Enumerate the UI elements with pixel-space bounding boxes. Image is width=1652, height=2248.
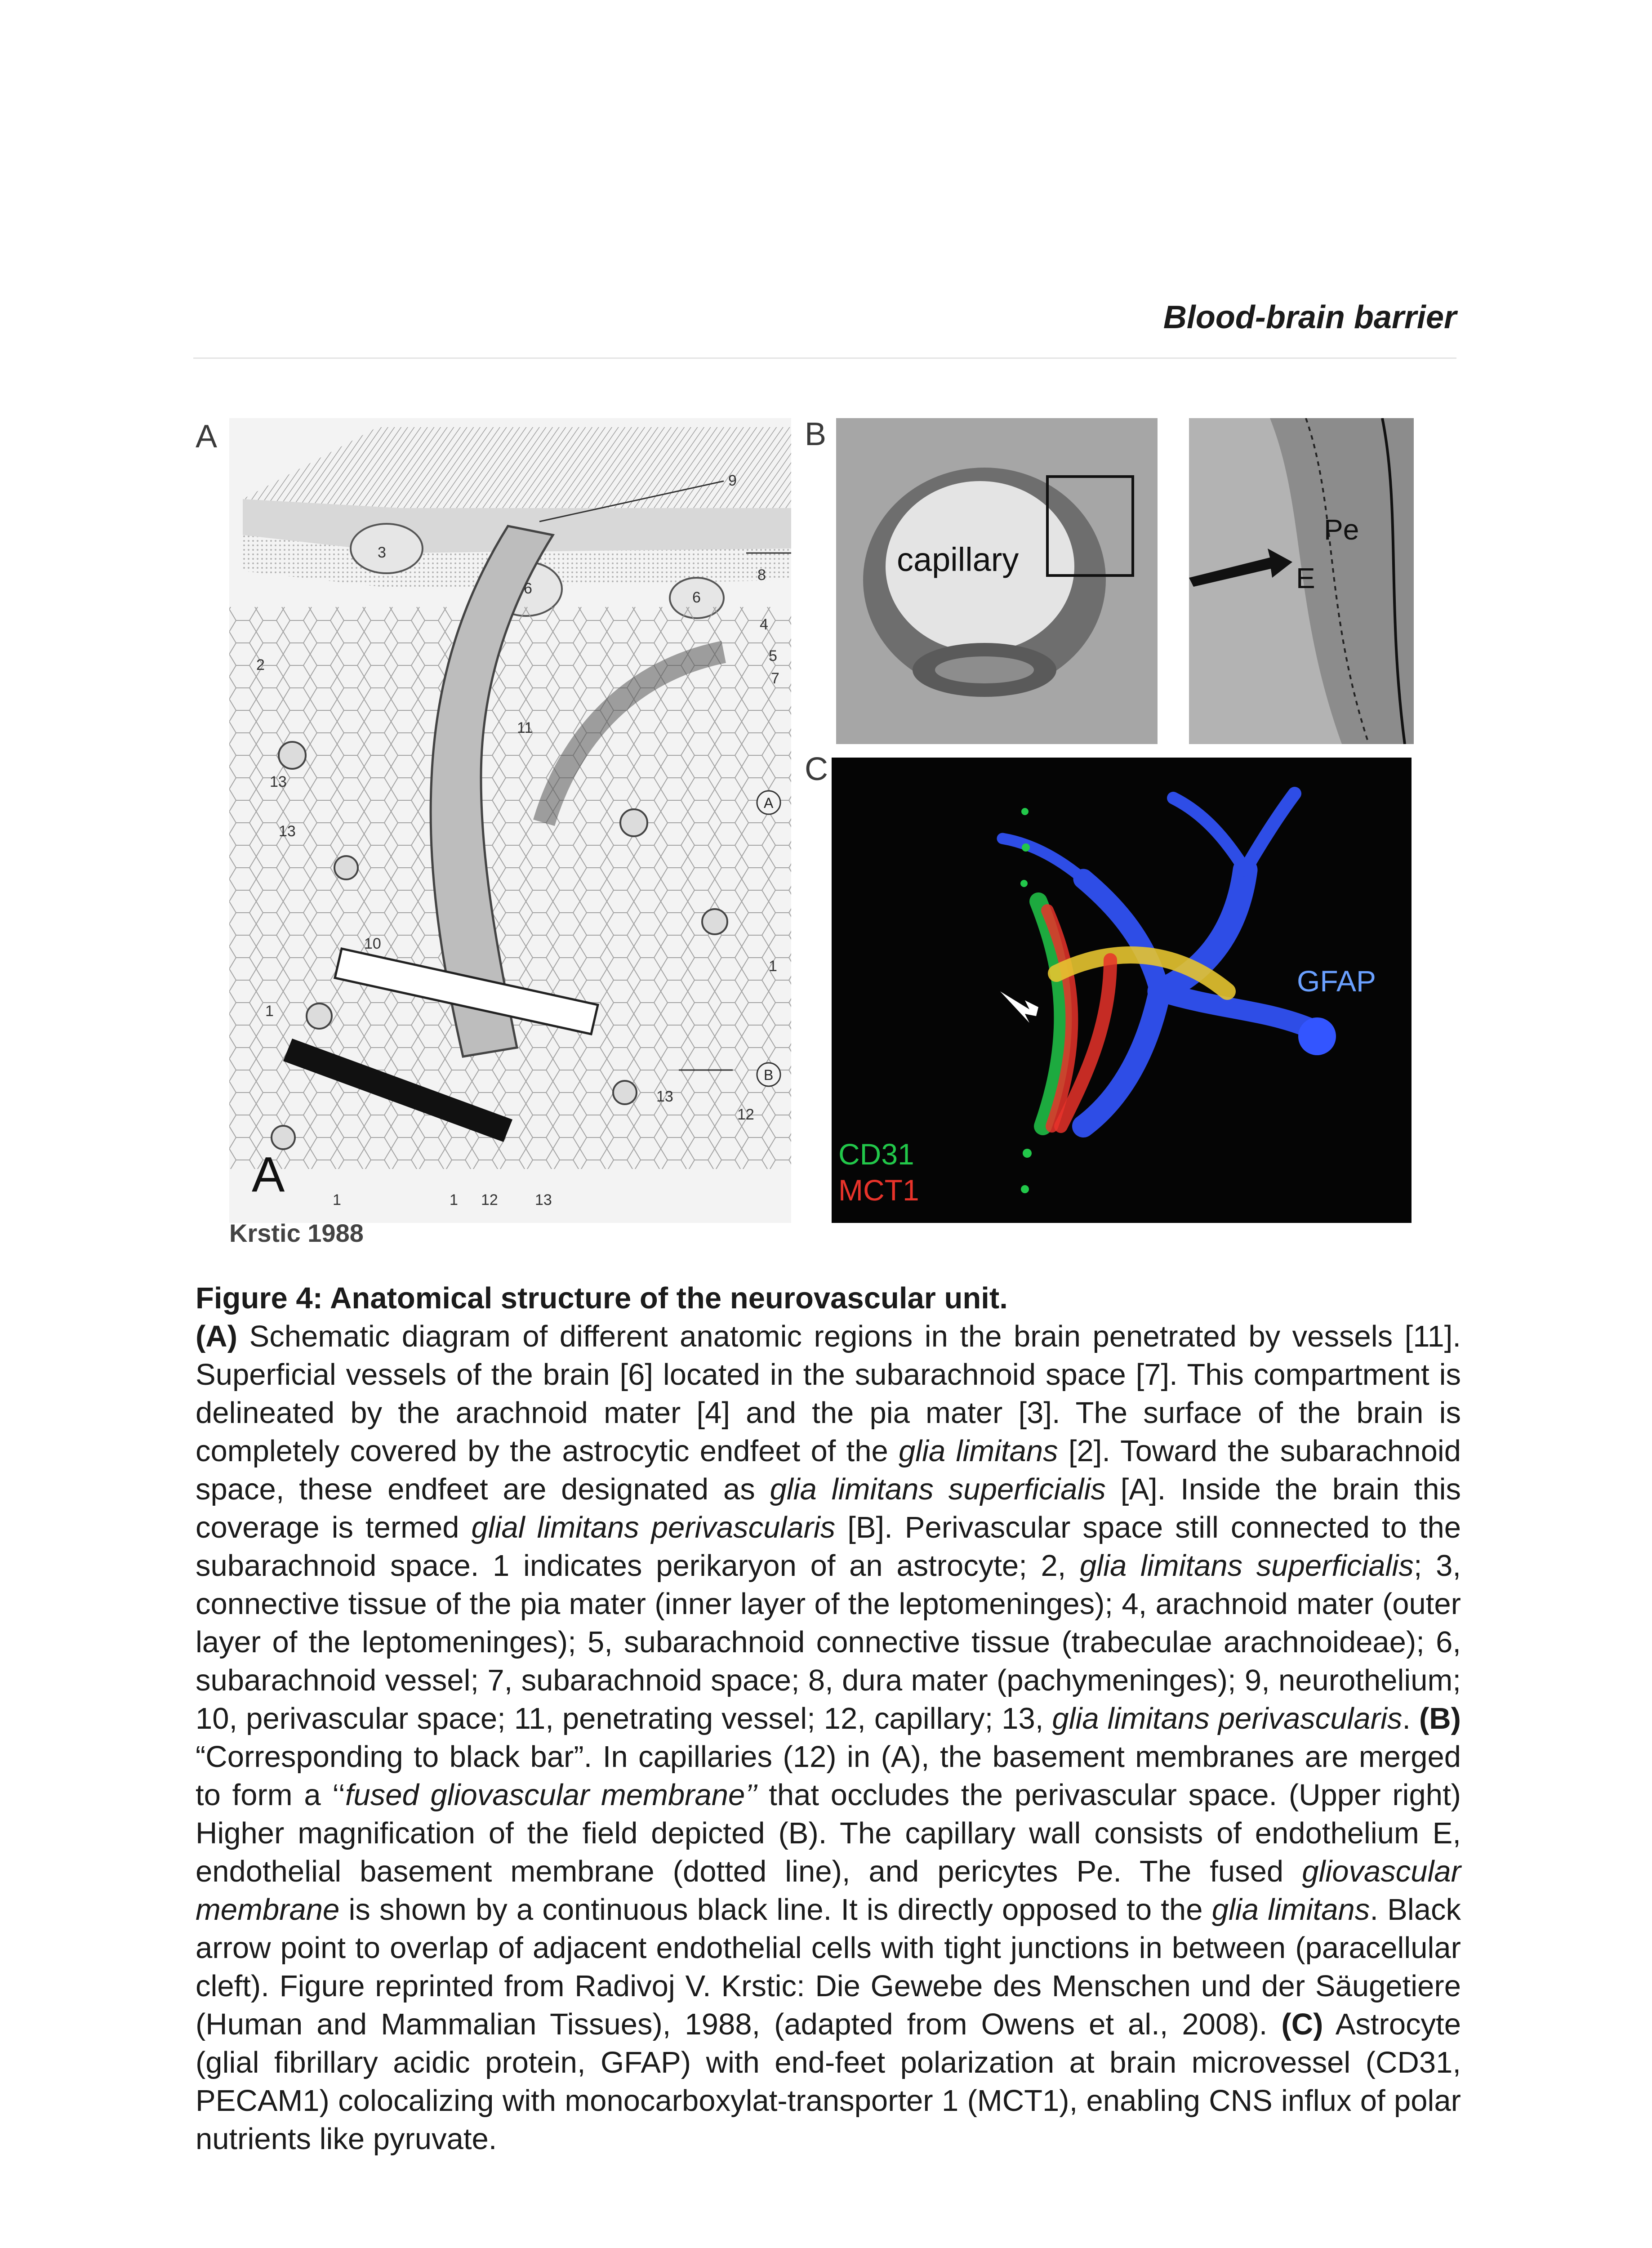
caption-segment: . [1402, 1702, 1419, 1735]
panel-label-b: B [805, 416, 827, 452]
figure-caption [196, 1279, 1461, 2158]
caption-segment: glia limitans [899, 1434, 1058, 1468]
caption-segment: (B) [1419, 1702, 1461, 1735]
schematic-number: 13 [270, 773, 287, 790]
panel-label-c: C [805, 751, 828, 787]
schematic-number: 5 [769, 647, 777, 665]
schematic-number: 10 [364, 935, 381, 952]
panel-label-a: A [196, 419, 218, 455]
schematic-number: 12 [737, 1106, 754, 1123]
caption-segment: glia limitans [1211, 1893, 1370, 1927]
caption-segment: glia limitans perivascularis [1052, 1702, 1403, 1735]
caption-segment: . Black arrow point to overlap of adjacent endothelial cells with tight junctions in between (paracellular cleft). Figure reprinted from Radivoj V. Krstic: Die Gewebe des Menschen und der Säugetiere (Human and Mammalian Tissues), 1988, (adapted from Owens et al., 2008). [196, 1893, 1461, 2041]
caption-segment: glia limitans superficialis [1080, 1549, 1414, 1583]
panel-b-micrograph [836, 418, 1158, 744]
schematic-number: 2 [256, 656, 265, 674]
schematic-drawing [229, 418, 791, 1223]
header-divider [193, 357, 1456, 359]
circled-label-a: A [764, 795, 774, 811]
caption-segment: glia limitans superficialis [770, 1472, 1106, 1506]
caption-segment: ; 3, connective tissue of the pia mater (inner layer of the leptomeninges); 4, arachnoid mater (outer layer of the leptomeninges); 5, subarachnoid connective tissue (trabeculae arachnoideae); 6, subarachnoid vessel; 7, subarachnoid space; 8, dura mater (pachymeninges); 9, neurothelium; 10, perivascular space; 11, penetrating vessel; 12, capillary; 13, [196, 1549, 1461, 1735]
schematic-number: 12 [481, 1191, 498, 1209]
panel-a-schematic [229, 418, 791, 1223]
fluorescence-image [832, 758, 1412, 1223]
capillary-micrograph [836, 418, 1158, 744]
caption-segment: is shown by a continuous black line. It is directly opposed to the [339, 1893, 1212, 1927]
caption-segment: Astrocyte (glial fibrillary acidic protein, GFAP) with end-feet polarization at brain microvessel (CD31, PECAM1) colocalizing with monocarboxylat-transporter 1 (MCT1), enabling CNS influx of polar nutrients like pyruvate. [196, 2007, 1461, 2156]
schematic-number: 13 [535, 1191, 552, 1209]
cd31-label: CD31 [838, 1137, 914, 1171]
running-header: Blood-brain barrier [1163, 299, 1456, 335]
caption-title: Figure 4: Anatomical structure of the neurovascular unit. [196, 1281, 1008, 1315]
caption-segment: [A]. Inside the brain this coverage is termed [196, 1472, 1461, 1544]
schematic-number: 6 [692, 589, 701, 606]
capillary-label: capillary [897, 541, 1019, 578]
schematic-corner-letter: A [252, 1147, 285, 1202]
schematic-number: 13 [656, 1088, 673, 1105]
caption-segment: gliovascular membrane [196, 1855, 1461, 1927]
caption-body [196, 1317, 1461, 2158]
schematic-number: 8 [757, 566, 766, 584]
panel-b-magnified [1189, 418, 1414, 744]
caption-segment: glial limitans perivascularis [471, 1511, 836, 1544]
schematic-number: 13 [279, 823, 296, 840]
panel-c-fluorescence [832, 758, 1412, 1223]
caption-segment: Schematic diagram of different anatomic regions in the brain penetrated by vessels [11]. Superficial vessels of the brain [6] located in the subarachnoid space [7]. This compartment is delineated by the arachnoid mater [4] and the pia mater [3]. The surface of the brain is completely covered by the astrocytic endfeet of the [196, 1320, 1461, 1468]
circled-label-b: B [764, 1067, 774, 1083]
schematic-number: 11 [517, 719, 533, 736]
e-label: E [1296, 562, 1315, 594]
schematic-number: 4 [760, 616, 768, 633]
magnified-micrograph [1189, 418, 1414, 744]
schematic-number: 1 [333, 1191, 341, 1209]
mct1-label: MCT1 [838, 1173, 919, 1207]
caption-segment: [B]. Perivascular space still connected to the subarachnoid space. 1 indicates perikaryon of an astrocyte; 2, [196, 1511, 1461, 1583]
schematic-number: 9 [728, 472, 737, 489]
caption-segment: (C) [1281, 2007, 1323, 2041]
schematic-number: 6 [524, 580, 532, 597]
schematic-number: 7 [771, 670, 779, 687]
caption-segment: “Corresponding to black bar”. In capillaries (12) in (A), the basement membranes are merged to form a ‘‘ [196, 1740, 1461, 1812]
schematic-number: 3 [378, 544, 386, 561]
caption-segment: [2]. Toward the subarachnoid space, these endfeet are designated as [196, 1434, 1461, 1506]
figure-credit: Krstic 1988 [229, 1219, 364, 1247]
schematic-number: 1 [450, 1191, 458, 1209]
caption-segment: that occludes the perivascular space. (Upper right) Higher magnification of the field depicted (B). The capillary wall consists of endothelium E, endothelial basement membrane (dotted line), and pericytes Pe. The fused [196, 1778, 1461, 1888]
schematic-number: 1 [265, 1003, 274, 1020]
schematic-number: 1 [769, 958, 777, 975]
pe-label: Pe [1324, 513, 1359, 546]
caption-segment: fused gliovascular membrane’’ [345, 1778, 757, 1812]
gfap-label: GFAP [1297, 964, 1376, 998]
caption-segment: (A) [196, 1320, 238, 1353]
